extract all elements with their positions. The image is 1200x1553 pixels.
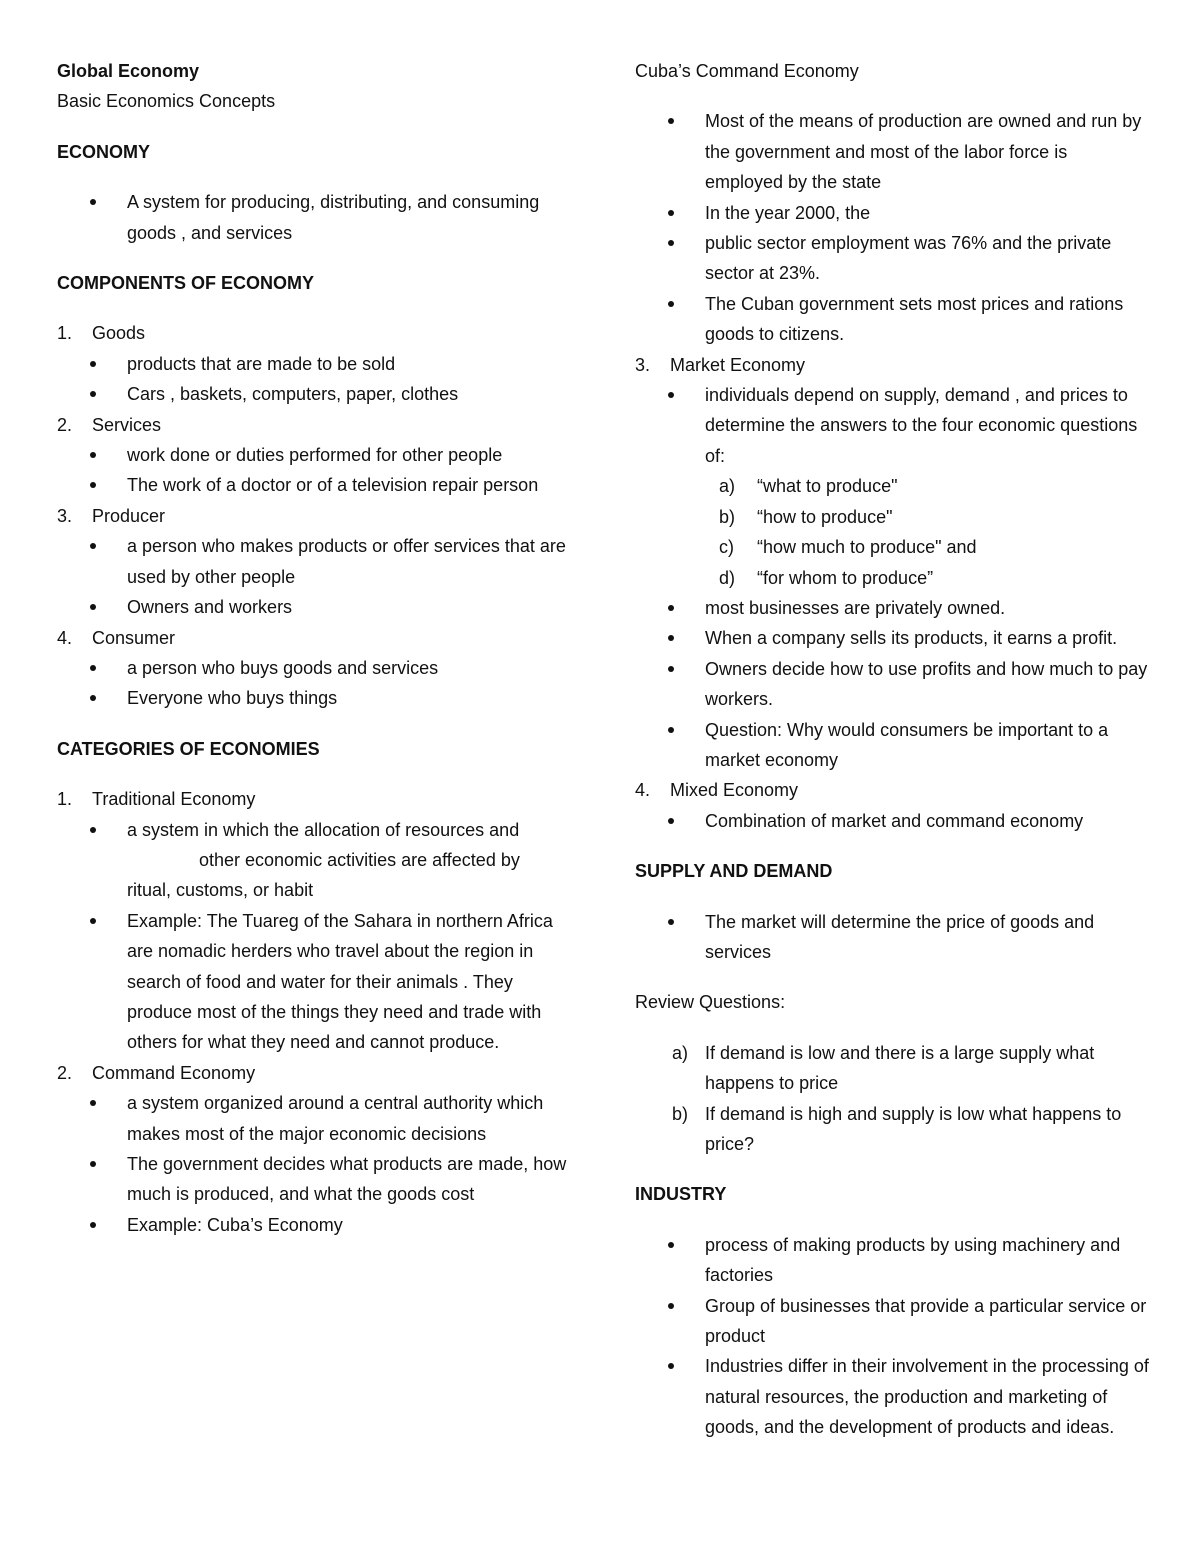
list-item: Example: Cuba’s Economy — [57, 1210, 567, 1240]
component-label: Consumer — [92, 627, 176, 648]
list-item: a person who makes products or offer services that are used by other people — [57, 531, 567, 592]
list-item: When a company sells its products, it earns a profit. — [635, 623, 1150, 653]
category-label: Mixed Economy — [670, 780, 799, 801]
item-number: 1. — [57, 789, 73, 810]
list-item: Industries differ in their involvement in the processing of natural resources, the production and marketing of goods, and the development of products and ideas. — [635, 1351, 1150, 1442]
list-item: Most of the means of production are owned and run by the government and most of the labor force is employed by the state — [635, 106, 1150, 197]
question-item — [635, 471, 1150, 501]
category-market — [635, 350, 1150, 776]
question-text: If demand is low and there is a large supply what happens to price — [705, 1042, 1095, 1094]
item-number: 4. — [57, 627, 73, 648]
list-item: Group of businesses that provide a particular service or product — [635, 1291, 1150, 1352]
categories-heading: CATEGORIES OF ECONOMIES — [57, 738, 320, 759]
economy-heading: ECONOMY — [57, 141, 151, 162]
question-text: “how to produce" — [757, 506, 893, 527]
industry-heading: INDUSTRY — [635, 1184, 727, 1205]
economy-definition: A system for producing, distributing, and consuming goods , and services — [57, 187, 567, 248]
document-title: Global Economy — [57, 61, 200, 81]
category-traditional — [57, 784, 567, 1058]
list-item: individuals depend on supply, demand , and prices to determine the answers to the four economic questions of: — [635, 380, 1150, 471]
economy-definition-list — [57, 187, 567, 248]
component-goods — [57, 318, 567, 409]
supply-demand-heading: SUPPLY AND DEMAND — [635, 861, 833, 882]
list-item: a system organized around a central authority which makes most of the major economic decisions — [57, 1088, 567, 1149]
question-mark: a) — [719, 476, 736, 497]
review-question — [635, 1038, 1150, 1099]
list-item: public sector employment was 76% and the private sector at 23%. — [635, 228, 1150, 289]
question-mark: a) — [672, 1042, 689, 1063]
list-item: The market will determine the price of goods and services — [635, 907, 1150, 968]
cuba-heading: Cuba’s Command Economy — [635, 61, 859, 81]
text-line: other economic activities are affected by — [199, 849, 520, 870]
item-number: 2. — [57, 414, 73, 435]
industry-list — [635, 1230, 1150, 1443]
component-label: Services — [92, 414, 162, 435]
component-services — [57, 410, 567, 501]
cuba-list — [635, 106, 1150, 349]
list-item: most businesses are privately owned. — [635, 593, 1150, 623]
components-list — [57, 318, 567, 713]
question-text: “how much to produce" and — [757, 537, 977, 558]
component-label: Goods — [92, 323, 146, 344]
list-item: The Cuban government sets most prices and rations goods to citizens. — [635, 289, 1150, 350]
review-question — [635, 1099, 1150, 1160]
text-line: a system in which the allocation of resources and — [127, 819, 520, 840]
list-item — [57, 815, 567, 906]
question-item — [635, 532, 1150, 562]
list-item: In the year 2000, the — [635, 198, 1150, 228]
question-item — [635, 563, 1150, 593]
categories-list — [57, 784, 567, 1240]
text-line: ritual, customs, or habit — [127, 880, 314, 901]
item-number: 3. — [57, 505, 73, 526]
list-item: a person who buys goods and services — [57, 653, 567, 683]
list-item: Everyone who buys things — [57, 683, 567, 713]
item-number: 4. — [635, 780, 651, 801]
list-item: Cars , baskets, computers, paper, clothes — [57, 379, 567, 409]
question-mark: d) — [719, 567, 736, 588]
list-item: process of making products by using machinery and factories — [635, 1230, 1150, 1291]
list-item: Question: Why would consumers be important to a market economy — [635, 715, 1150, 776]
component-consumer — [57, 623, 567, 714]
category-label: Traditional Economy — [92, 789, 256, 810]
question-text: “what to produce" — [757, 476, 898, 497]
component-producer — [57, 501, 567, 623]
question-mark: b) — [719, 506, 736, 527]
list-item: work done or duties performed for other people — [57, 440, 567, 470]
item-number: 2. — [57, 1062, 73, 1083]
category-mixed — [635, 775, 1150, 836]
document-subtitle: Basic Economics Concepts — [57, 91, 276, 112]
question-text: “for whom to produce” — [757, 567, 934, 588]
list-item: Combination of market and command economy — [635, 806, 1150, 836]
components-heading: COMPONENTS OF ECONOMY — [57, 273, 315, 294]
supply-demand-list — [635, 907, 1150, 968]
review-questions-heading: Review Questions: — [635, 992, 786, 1013]
economy-types-continued — [635, 350, 1150, 837]
question-mark: c) — [719, 537, 734, 558]
category-label: Market Economy — [670, 354, 806, 375]
category-label: Command Economy — [92, 1062, 256, 1083]
list-item: Example: The Tuareg of the Sahara in northern Africa are nomadic herders who travel about the region in search of food and water for their animals . They produce most of the things they need and trade with others for what they need and cannot produce. — [57, 906, 567, 1058]
left-column — [57, 56, 567, 1240]
right-column — [635, 56, 1150, 1443]
category-command — [57, 1058, 567, 1240]
list-item: Owners decide how to use profits and how much to pay workers. — [635, 654, 1150, 715]
question-mark: b) — [672, 1103, 689, 1124]
item-number: 3. — [635, 354, 651, 375]
list-item: products that are made to be sold — [57, 349, 567, 379]
question-text: If demand is high and supply is low what happens to price? — [705, 1103, 1122, 1154]
component-label: Producer — [92, 505, 166, 526]
review-questions-list — [635, 1038, 1150, 1160]
item-number: 1. — [57, 323, 73, 344]
list-item: The work of a doctor or of a television repair person — [57, 470, 567, 500]
list-item: Owners and workers — [57, 592, 567, 622]
question-item — [635, 502, 1150, 532]
list-item: The government decides what products are made, how much is produced, and what the goods cost — [57, 1149, 567, 1210]
